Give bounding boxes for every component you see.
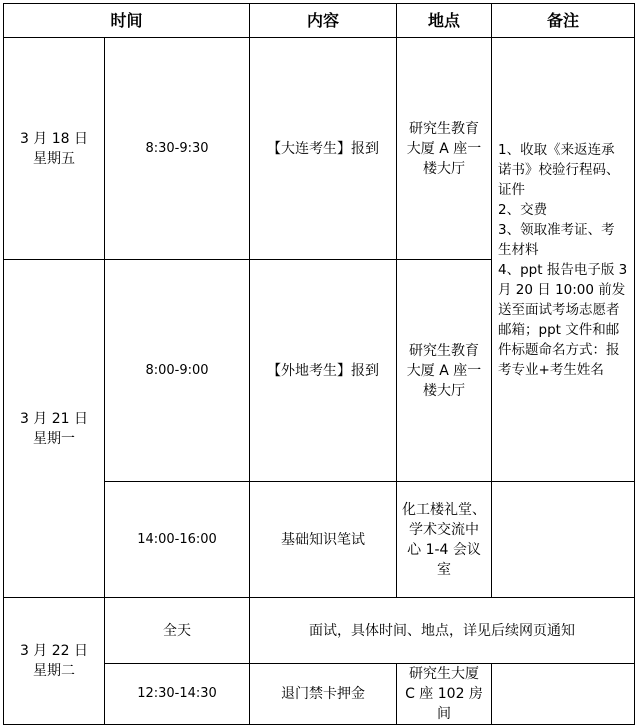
weekday-text: 星期一 bbox=[33, 430, 75, 447]
notes-cell bbox=[492, 38, 635, 482]
header-content: 内容 bbox=[250, 4, 397, 38]
table-row bbox=[4, 38, 635, 260]
header-row bbox=[4, 4, 635, 38]
place-line: 研究生教育 bbox=[409, 342, 480, 359]
content-cell: 面试，具体时间、地点，详见后续网页通知 bbox=[250, 598, 635, 664]
place-cell bbox=[397, 482, 492, 598]
notes-cell-empty bbox=[492, 664, 635, 725]
place-cell bbox=[397, 664, 492, 725]
content-cell: 【大连考生】报到 bbox=[250, 38, 397, 260]
time-cell: 8:00-9:00 bbox=[105, 260, 250, 482]
content-cell: 基础知识笔试 bbox=[250, 482, 397, 598]
place-line: 大厦 A 座一 bbox=[406, 140, 482, 157]
date-text: 3 月 22 日 bbox=[19, 643, 89, 659]
note-item: 3、领取准考证、考生材料 bbox=[498, 221, 615, 258]
weekday-text: 星期二 bbox=[33, 663, 75, 679]
table-row bbox=[4, 598, 635, 664]
time-cell: 8:30-9:30 bbox=[105, 38, 250, 260]
time-cell: 全天 bbox=[105, 598, 250, 664]
date-text: 3 月 18 日 bbox=[19, 130, 89, 147]
place-cell bbox=[397, 260, 492, 482]
content-cell: 【外地考生】报到 bbox=[250, 260, 397, 482]
note-item: 4、ppt 报告电子版 3 月 20 日 10:00 前发送至面试考场志愿者邮箱；ppt 文件和邮件标题命名方式：报考专业+考生姓名 bbox=[498, 261, 628, 378]
place-line: 研究生大厦 bbox=[409, 666, 480, 682]
header-place: 地点 bbox=[397, 4, 492, 38]
place-cell bbox=[397, 38, 492, 260]
header-notes: 备注 bbox=[492, 4, 635, 38]
place-line: 心 1-4 会议室 bbox=[407, 541, 481, 578]
time-cell: 14:00-16:00 bbox=[105, 482, 250, 598]
date-cell bbox=[4, 260, 105, 598]
date-cell bbox=[4, 598, 105, 725]
place-line: C 座 102 房间 bbox=[405, 686, 483, 722]
date-text: 3 月 21 日 bbox=[19, 410, 89, 427]
note-item: 2、交费 bbox=[498, 201, 548, 218]
place-line: 学术交流中 bbox=[409, 521, 480, 538]
place-line: 大厦 A 座一 bbox=[406, 362, 482, 379]
notes-cell-empty bbox=[492, 482, 635, 598]
weekday-text: 星期五 bbox=[33, 150, 75, 167]
schedule-table bbox=[3, 3, 635, 725]
header-time: 时间 bbox=[4, 4, 250, 38]
place-line: 楼大厅 bbox=[423, 382, 466, 399]
place-line: 研究生教育 bbox=[409, 120, 480, 137]
time-cell: 12:30-14:30 bbox=[105, 664, 250, 725]
place-line: 化工楼礼堂、 bbox=[402, 501, 487, 518]
content-cell: 退门禁卡押金 bbox=[250, 664, 397, 725]
place-line: 楼大厅 bbox=[423, 160, 466, 177]
date-cell bbox=[4, 38, 105, 260]
note-item: 1、收取《来返连承诺书》校验行程码、证件 bbox=[498, 141, 620, 198]
